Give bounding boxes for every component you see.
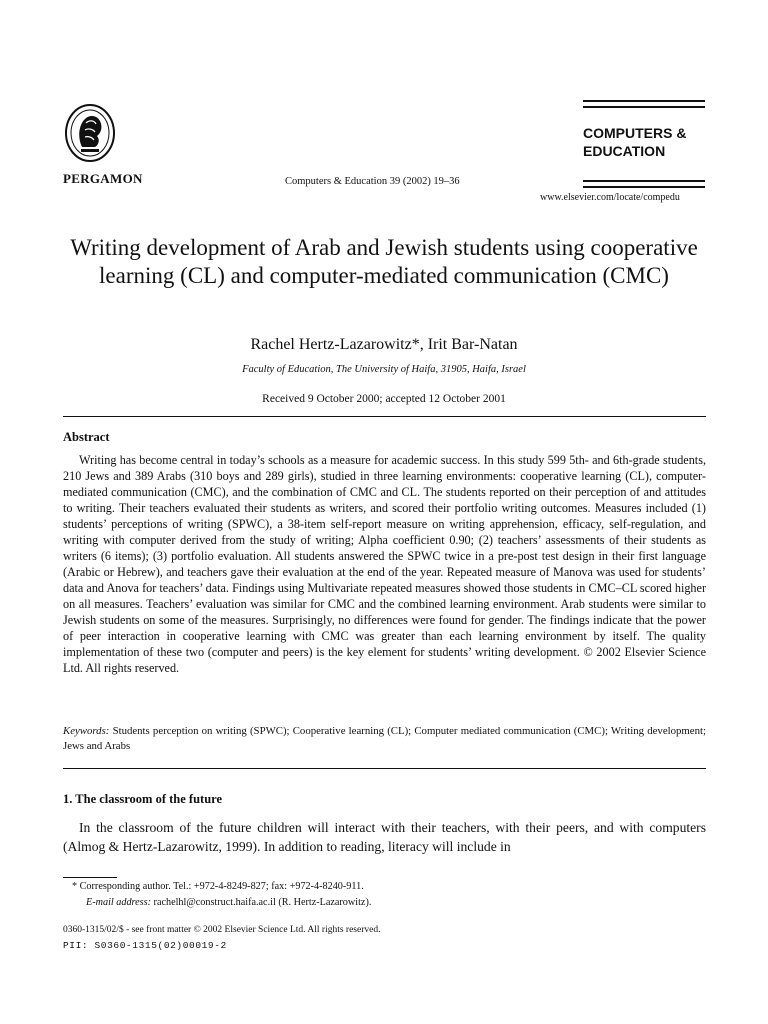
email-footnote xyxy=(86,897,371,908)
section-heading: 1. The classroom of the future xyxy=(63,792,223,806)
section-body-text: In the classroom of the future children will interact with their teachers, with their peers, and with computers (Almog & Hertz-Lazarowitz, 1999). In addition to reading, literacy will include in xyxy=(63,820,706,854)
journal-url-link[interactable]: www.elsevier.com/locate/compedu xyxy=(540,192,680,203)
journal-brand xyxy=(583,124,686,160)
journal-brand-line2: EDUCATION xyxy=(583,143,666,159)
issn-line: 0360-1315/02/$ - see front matter © 2002 Elsevier Science Ltd. All rights reserved. xyxy=(63,925,381,935)
pii-line: PII: S0360-1315(02)00019-2 xyxy=(63,940,227,951)
article-title: Writing development of Arab and Jewish students using cooperative learning (CL) and computer-mediated communication (CMC) xyxy=(70,235,698,288)
article-authors: Rachel Hertz-Lazarowitz*, Irit Bar-Natan xyxy=(250,336,518,353)
journal-brand-line1: COMPUTERS & xyxy=(583,125,687,141)
journal-citation: Computers & Education 39 (2002) 19–36 xyxy=(285,176,460,187)
abstract-heading: Abstract xyxy=(63,430,110,444)
keywords-label: Keywords: xyxy=(63,725,110,737)
abstract-text: Writing has become central in today’s schools as a measure for academic success. In this study 599 5th- and 6th-grade students, 210 Jews and 389 Arabs (310 boys and 289 girls), studied in three learning environments: cooperative learning (CL), computer-mediated communication (CMC), and the combination of CMC and CL. The students reported on their perception of and attitudes to writing. Their teachers evaluated their students as writers, and scored their portfolio writing outcomes. Measures included (1) students’ perceptions of writing (SPWC), a 38-item self-report measure on writing apprehension, efficacy, self-regulation, and writing with computer derived from the study of writing; Alpha coefficient 0.90; (2) teachers’ assessments of their students as writers (6 items); (3) portfolio evaluation. All students answered the SPWC twice in a pre-post test design in their first language (Arabic or Hebrew), and teachers gave their evaluation at the end of the year. Repeated measure of Manova was used for students’ data and Anova for teachers’ data. Findings using Multivariate repeated measures showed those students in CMC–CL scored higher on all measures. Teachers’ evaluation was similar for CMC and the combined learning environment. Arab students were similar to Jewish students on some of the measures. Surprisingly, no differences were found for gender. The findings indicate that the power of peer interaction in cooperative learning with CMC was greater than each learning environment by itself. The quality implementation of these two (computer and peers) is the key element for students’ writing development. © 2002 Elsevier Science Ltd. All rights reserved. xyxy=(63,453,706,675)
email-address-link[interactable]: rachelhl@construct.haifa.ac.il (R. Hertz-Lazarowitz). xyxy=(153,897,372,908)
keywords xyxy=(63,724,706,754)
divider-top xyxy=(63,416,706,417)
brand-top-rules xyxy=(583,100,705,108)
received-accepted-dates: Received 9 October 2000; accepted 12 October 2001 xyxy=(262,393,506,405)
publisher-name: PERGAMON xyxy=(63,171,143,186)
brand-bottom-rules xyxy=(583,180,705,188)
divider-bottom xyxy=(63,768,706,769)
email-label: E-mail address: xyxy=(86,897,151,908)
elsevier-tree-emblem-icon xyxy=(64,103,116,163)
author-affiliation: Faculty of Education, The University of Haifa, 31905, Haifa, Israel xyxy=(242,364,526,375)
footnote-rule xyxy=(63,877,117,878)
keywords-text: Students perception on writing (SPWC); Cooperative learning (CL); Computer mediated communication (CMC); Writing development; Jews and Arabs xyxy=(63,725,706,752)
corresponding-author-footnote: * Corresponding author. Tel.: +972-4-8249-827; fax: +972-4-8240-911. xyxy=(72,881,364,892)
